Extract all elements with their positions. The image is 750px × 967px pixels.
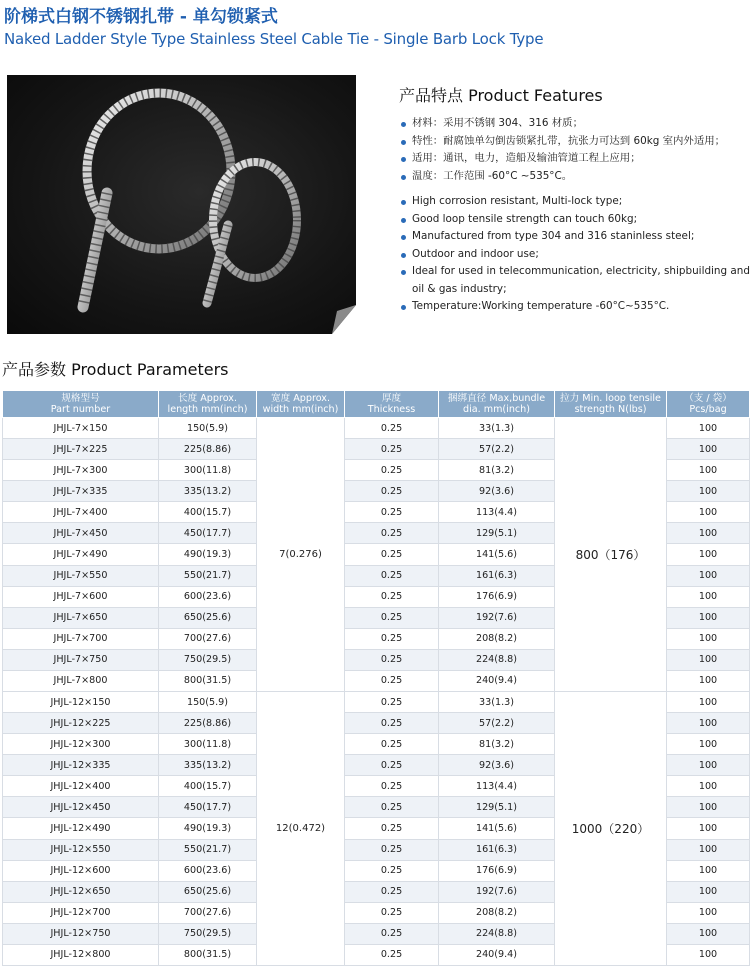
cell-length: 225(8.86) (159, 439, 257, 460)
cell-bundle-diameter: 57(2.2) (439, 713, 555, 734)
cell-length: 300(11.8) (159, 460, 257, 481)
cell-part-number: JHJL-7×300 (3, 460, 159, 481)
cell-thickness: 0.25 (345, 692, 439, 713)
cell-part-number: JHJL-12×600 (3, 860, 159, 881)
cell-pcs-per-bag: 100 (667, 692, 750, 713)
page-title-en: Naked Ladder Style Type Stainless Steel Cable Tie - Single Barb Lock Type (4, 30, 544, 48)
cell-bundle-diameter: 176(6.9) (439, 860, 555, 881)
cell-part-number: JHJL-12×800 (3, 944, 159, 965)
cell-length: 550(21.7) (159, 565, 257, 586)
cell-length: 490(19.3) (159, 818, 257, 839)
cell-thickness: 0.25 (345, 881, 439, 902)
col-header-thickness: 厚度 Thickness (345, 391, 439, 418)
feature-cn-temperature: 温度：工作范围 -60°C ~535°C。 (400, 168, 750, 186)
cell-bundle-diameter: 129(5.1) (439, 797, 555, 818)
cell-length: 150(5.9) (159, 418, 257, 439)
cell-length: 150(5.9) (159, 692, 257, 713)
cell-bundle-diameter: 192(7.6) (439, 607, 555, 628)
cell-thickness: 0.25 (345, 860, 439, 881)
cell-width: 7(0.276) (257, 418, 345, 692)
cell-part-number: JHJL-12×400 (3, 776, 159, 797)
cell-bundle-diameter: 141(5.6) (439, 818, 555, 839)
cable-tie-illustration (7, 75, 356, 334)
cell-length: 650(25.6) (159, 881, 257, 902)
cell-thickness: 0.25 (345, 607, 439, 628)
cell-part-number: JHJL-7×800 (3, 670, 159, 691)
cell-bundle-diameter: 92(3.6) (439, 755, 555, 776)
cell-thickness: 0.25 (345, 649, 439, 670)
feature-en-material: Manufactured from type 304 and 316 staninless steel; (400, 228, 750, 246)
cell-pcs-per-bag: 100 (667, 670, 750, 691)
cell-length: 335(13.2) (159, 481, 257, 502)
cell-pcs-per-bag: 100 (667, 481, 750, 502)
feature-en-temperature: Temperature:Working temperature -60°C~535°C. (400, 298, 750, 316)
cell-part-number: JHJL-7×650 (3, 607, 159, 628)
cell-length: 225(8.86) (159, 713, 257, 734)
cell-bundle-diameter: 176(6.9) (439, 586, 555, 607)
cell-part-number: JHJL-7×700 (3, 628, 159, 649)
cell-part-number: JHJL-7×335 (3, 481, 159, 502)
cell-pcs-per-bag: 100 (667, 439, 750, 460)
cell-pcs-per-bag: 100 (667, 586, 750, 607)
cell-pcs-per-bag: 100 (667, 923, 750, 944)
cell-length: 700(27.6) (159, 628, 257, 649)
cell-part-number: JHJL-7×550 (3, 565, 159, 586)
cell-pcs-per-bag: 100 (667, 944, 750, 965)
cell-length: 650(25.6) (159, 607, 257, 628)
cell-length: 400(15.7) (159, 502, 257, 523)
cell-bundle-diameter: 33(1.3) (439, 418, 555, 439)
cell-part-number: JHJL-7×150 (3, 418, 159, 439)
feature-cn-property: 特性：耐腐蚀单勾倒齿锁紧扎带，抗张力可达到 60kg 室内外适用； (400, 133, 750, 151)
cell-part-number: JHJL-12×335 (3, 755, 159, 776)
cell-part-number: JHJL-12×650 (3, 881, 159, 902)
col-header-width: 宽度 Approx. width mm(inch) (257, 391, 345, 418)
cell-part-number: JHJL-12×300 (3, 734, 159, 755)
cell-thickness: 0.25 (345, 713, 439, 734)
cell-bundle-diameter: 33(1.3) (439, 692, 555, 713)
cell-pcs-per-bag: 100 (667, 544, 750, 565)
cell-pcs-per-bag: 100 (667, 881, 750, 902)
cell-thickness: 0.25 (345, 902, 439, 923)
cell-bundle-diameter: 161(6.3) (439, 565, 555, 586)
cell-bundle-diameter: 224(8.8) (439, 649, 555, 670)
product-photo (7, 75, 356, 334)
cell-bundle-diameter: 81(3.2) (439, 734, 555, 755)
cell-part-number: JHJL-7×450 (3, 523, 159, 544)
cell-bundle-diameter: 113(4.4) (439, 502, 555, 523)
cell-pcs-per-bag: 100 (667, 460, 750, 481)
cell-width: 12(0.472) (257, 692, 345, 966)
cell-part-number: JHJL-7×490 (3, 544, 159, 565)
cell-length: 800(31.5) (159, 944, 257, 965)
cell-bundle-diameter: 113(4.4) (439, 776, 555, 797)
cell-length: 600(23.6) (159, 860, 257, 881)
cell-part-number: JHJL-7×400 (3, 502, 159, 523)
cell-length: 450(17.7) (159, 523, 257, 544)
cell-pcs-per-bag: 100 (667, 818, 750, 839)
cell-pcs-per-bag: 100 (667, 628, 750, 649)
cell-thickness: 0.25 (345, 818, 439, 839)
table-row (3, 692, 750, 713)
cell-thickness: 0.25 (345, 839, 439, 860)
cell-bundle-diameter: 81(3.2) (439, 460, 555, 481)
table-row (3, 418, 750, 439)
cell-length: 550(21.7) (159, 839, 257, 860)
cell-part-number: JHJL-12×150 (3, 692, 159, 713)
feature-en-industry: Ideal for used in telecommunication, electricity, shipbuilding and oil & gas industry; (400, 263, 750, 298)
feature-en-corrosion: High corrosion resistant, Multi-lock type; (400, 193, 750, 211)
cell-thickness: 0.25 (345, 944, 439, 965)
cell-part-number: JHJL-12×750 (3, 923, 159, 944)
cell-pcs-per-bag: 100 (667, 418, 750, 439)
cell-length: 400(15.7) (159, 776, 257, 797)
cell-bundle-diameter: 240(9.4) (439, 670, 555, 691)
cell-tensile-strength: 1000（220） (555, 692, 667, 966)
cell-pcs-per-bag: 100 (667, 565, 750, 586)
cell-thickness: 0.25 (345, 418, 439, 439)
cell-part-number: JHJL-7×600 (3, 586, 159, 607)
cell-pcs-per-bag: 100 (667, 797, 750, 818)
feature-en-usage: Outdoor and indoor use; (400, 246, 750, 264)
cell-length: 700(27.6) (159, 902, 257, 923)
cell-bundle-diameter: 208(8.2) (439, 902, 555, 923)
cell-bundle-diameter: 129(5.1) (439, 523, 555, 544)
page-title-cn: 阶梯式白钢不锈钢扎带 - 单勾锁紧式 (4, 7, 278, 27)
cell-pcs-per-bag: 100 (667, 607, 750, 628)
cell-part-number: JHJL-12×450 (3, 797, 159, 818)
cell-bundle-diameter: 141(5.6) (439, 544, 555, 565)
parameters-heading: 产品参数 Product Parameters (2, 360, 229, 379)
cell-thickness: 0.25 (345, 523, 439, 544)
cell-thickness: 0.25 (345, 776, 439, 797)
cell-length: 450(17.7) (159, 797, 257, 818)
cell-pcs-per-bag: 100 (667, 860, 750, 881)
cell-part-number: JHJL-12×550 (3, 839, 159, 860)
cell-length: 800(31.5) (159, 670, 257, 691)
cell-part-number: JHJL-7×225 (3, 439, 159, 460)
cell-length: 600(23.6) (159, 586, 257, 607)
cell-thickness: 0.25 (345, 502, 439, 523)
cell-pcs-per-bag: 100 (667, 713, 750, 734)
cell-thickness: 0.25 (345, 481, 439, 502)
cell-bundle-diameter: 208(8.2) (439, 628, 555, 649)
cell-bundle-diameter: 57(2.2) (439, 439, 555, 460)
cell-length: 750(29.5) (159, 923, 257, 944)
features-heading: 产品特点 Product Features (399, 86, 603, 105)
cell-bundle-diameter: 224(8.8) (439, 923, 555, 944)
col-header-length: 长度 Approx. length mm(inch) (159, 391, 257, 418)
cell-thickness: 0.25 (345, 460, 439, 481)
cell-part-number: JHJL-12×490 (3, 818, 159, 839)
feature-cn-application: 适用：通讯，电力，造船及输油管道工程上应用； (400, 150, 750, 168)
cell-pcs-per-bag: 100 (667, 755, 750, 776)
cell-thickness: 0.25 (345, 586, 439, 607)
cell-part-number: JHJL-12×225 (3, 713, 159, 734)
col-header-pcs: （支 / 袋） Pcs/bag (667, 391, 750, 418)
cell-thickness: 0.25 (345, 734, 439, 755)
cell-part-number: JHJL-12×700 (3, 902, 159, 923)
col-header-strength: 拉力 Min. loop tensile strength N(lbs) (555, 391, 667, 418)
cell-thickness: 0.25 (345, 670, 439, 691)
cell-pcs-per-bag: 100 (667, 649, 750, 670)
cell-pcs-per-bag: 100 (667, 839, 750, 860)
col-header-bundle: 捆绑直径 Max,bundle dia. mm(inch) (439, 391, 555, 418)
cell-thickness: 0.25 (345, 544, 439, 565)
cell-thickness: 0.25 (345, 923, 439, 944)
cell-bundle-diameter: 161(6.3) (439, 839, 555, 860)
cell-thickness: 0.25 (345, 628, 439, 649)
col-header-part: 规格型号 Part number (3, 391, 159, 418)
table-header-row (3, 391, 750, 418)
cell-pcs-per-bag: 100 (667, 502, 750, 523)
cell-part-number: JHJL-7×750 (3, 649, 159, 670)
parameters-table (2, 390, 750, 966)
cell-pcs-per-bag: 100 (667, 902, 750, 923)
feature-en-tensile: Good loop tensile strength can touch 60kg; (400, 211, 750, 229)
cell-bundle-diameter: 192(7.6) (439, 881, 555, 902)
cell-pcs-per-bag: 100 (667, 734, 750, 755)
cell-pcs-per-bag: 100 (667, 776, 750, 797)
cell-length: 750(29.5) (159, 649, 257, 670)
cell-bundle-diameter: 240(9.4) (439, 944, 555, 965)
cell-pcs-per-bag: 100 (667, 523, 750, 544)
feature-cn-material: 材料：采用不锈钢 304、316 材质； (400, 115, 750, 133)
cell-tensile-strength: 800（176） (555, 418, 667, 692)
features-list (400, 115, 750, 316)
cell-length: 335(13.2) (159, 755, 257, 776)
cell-bundle-diameter: 92(3.6) (439, 481, 555, 502)
cell-length: 300(11.8) (159, 734, 257, 755)
cell-thickness: 0.25 (345, 797, 439, 818)
cell-thickness: 0.25 (345, 755, 439, 776)
cell-thickness: 0.25 (345, 565, 439, 586)
cell-thickness: 0.25 (345, 439, 439, 460)
cell-length: 490(19.3) (159, 544, 257, 565)
